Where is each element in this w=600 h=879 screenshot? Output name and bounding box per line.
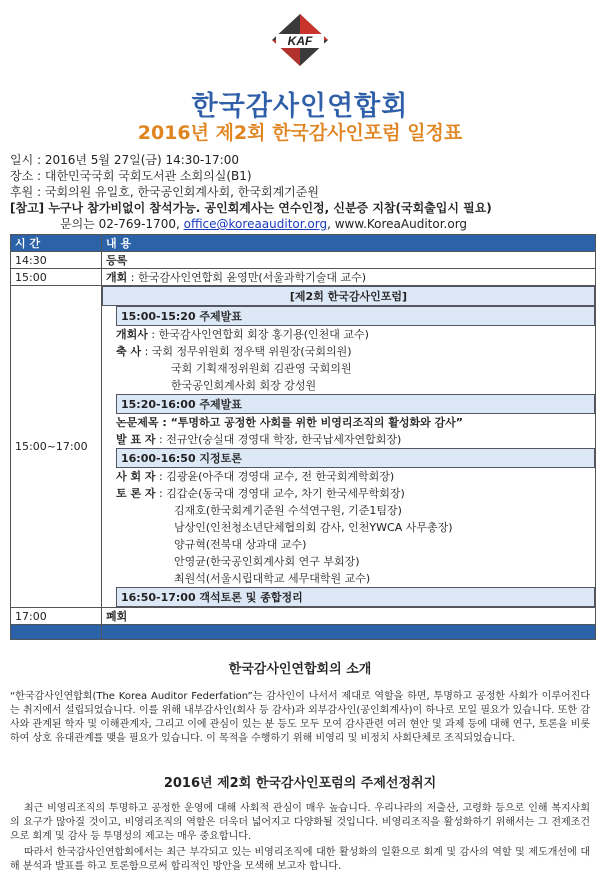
theme-paragraph-2: 따라서 한국감사인연합회에서는 최근 부각되고 있는 비영리조직에 대한 활성화의 일환으로 회계 및 감사의 역할 및 제도개선에 대해 분석과 발표를 하고 토론함으로써 합리적인 방안을 모색해 보고자 합니다. bbox=[10, 847, 590, 872]
footer-cell bbox=[102, 625, 596, 640]
session-line: 최원석(서울시립대학교 세무대학원 교수) bbox=[174, 572, 371, 585]
session-band: 15:00-15:20 주제발표 bbox=[116, 306, 595, 326]
session-line: 남상인(인천청소년단체협의회 감사, 인천YWCA 사무총장) bbox=[174, 521, 453, 534]
session-line bbox=[116, 431, 595, 448]
forum-band: [제2회 한국감사인포럼] bbox=[102, 286, 595, 306]
intro-body: “한국감사인연합회(The Korea Auditor Federfation”는 감사인이 나서서 제대로 역할을 하면, 투명하고 공정한 사회가 이루어진다는 취지에서 설립되었습니다. 이를 위해 내부감사인(회사 등 감사)과 외부감사인(공인회계사)이 하나로 모일 필요가 있습니다. 또한 감사와 관계된 학자 및 이해관계자, 그리고 이에 관심이 있는 분 등도 모두 모여 감사관련 여러 현안 및 과제 등에 대해 연구, 토론을 비롯하여 상호 유대관계를 맺을 필요가 있습니다. 이 목적을 수행하기 위해 비영리 및 비정치 사회단체로 조직되었습니다. bbox=[10, 691, 590, 744]
line-label: 축 사 bbox=[116, 345, 142, 358]
session-band: 16:50-17:00 객석토론 및 종합정리 bbox=[116, 587, 595, 607]
row-time: 15:00 bbox=[11, 269, 102, 286]
org-name: 한국감사인연합회 bbox=[191, 91, 409, 122]
session-line: 김재호(한국회계기준원 수석연구원, 기준1팀장) bbox=[174, 504, 402, 517]
contact-phone: 문의는 02-769-1700, bbox=[60, 217, 180, 231]
line-label: 사 회 자 bbox=[116, 470, 156, 483]
paper-title: : “투명하고 공정한 사회를 위한 비영리조직의 활성화와 감사” bbox=[158, 416, 464, 429]
line-text: : 전규안(숭실대 경영대 학장, 한국납세자연합회장) bbox=[155, 433, 402, 446]
schedule-header-row bbox=[11, 235, 596, 252]
session-line bbox=[116, 414, 595, 431]
session-band: 15:20-16:00 주제발표 bbox=[116, 394, 595, 414]
schedule-table bbox=[10, 234, 596, 640]
session-line bbox=[116, 326, 595, 343]
theme-title: 2016년 제2회 한국감사인포럼의 주제선정취지 bbox=[163, 776, 437, 791]
session-line: 양규혁(전북대 상과대 교수) bbox=[174, 538, 307, 551]
forum-program bbox=[102, 286, 596, 608]
row-time: 14:30 bbox=[11, 252, 102, 269]
session-line: 한국공인회계사회 회장 강성원 bbox=[171, 379, 317, 392]
col-content-header: 내 용 bbox=[102, 235, 596, 252]
table-footer-bar bbox=[11, 625, 596, 640]
line-label: 논문제목 bbox=[116, 416, 159, 429]
table-row bbox=[11, 286, 596, 608]
row-time: 15:00~17:00 bbox=[11, 286, 102, 608]
event-date: 일시 : 2016년 5월 27일(금) 14:30-17:00 bbox=[10, 153, 239, 167]
intro-title: 한국감사인연합회의 소개 bbox=[228, 662, 372, 677]
row-content bbox=[102, 269, 596, 286]
line-text: : 국회 정무위원회 정우택 위원장(국회의원) bbox=[141, 345, 352, 358]
line-label: 토 론 자 bbox=[116, 487, 156, 500]
col-time-header: 시 간 bbox=[11, 235, 102, 252]
line-text: : 한국감사인연합회 회장 홍기용(인천대 교수) bbox=[147, 328, 369, 341]
session-line: 국회 기획재정위원회 김관영 국회의원 bbox=[171, 362, 352, 375]
kaf-logo bbox=[270, 12, 330, 68]
row-time: 17:00 bbox=[11, 608, 102, 625]
session-line: 안영균(한국공인회계사회 연구 부회장) bbox=[174, 555, 360, 568]
line-label: 개회사 bbox=[116, 328, 148, 341]
table-row bbox=[11, 252, 596, 269]
theme-paragraph-1: 최근 비영리조직의 투명하고 공정한 운영에 대해 사회적 관심이 매우 높습니다. 우리나라의 저출산, 고령화 등으로 인해 복지사회의 요구가 많아질 것이고, 비영리조직의 역할은 더욱더 넓어지고 다양화될 것입니다. 비영리조직을 활성화하기 위해서는 그 전제조건으로 회계 및 감사 등 투명성의 제고는 매우 중요합니다. bbox=[10, 803, 590, 842]
event-sponsor: 후원 : 국회의원 유일호, 한국공인회계사회, 한국회계기준원 bbox=[10, 185, 319, 199]
event-place: 장소 : 대한민국국회 국회도서관 소회의실(B1) bbox=[10, 169, 252, 183]
row-content: 폐회 bbox=[102, 608, 596, 625]
session-band: 16:00-16:50 지정토론 bbox=[116, 448, 595, 468]
forum-sessions bbox=[102, 306, 595, 607]
logo-text: KAF bbox=[287, 34, 313, 48]
session-line bbox=[116, 485, 595, 502]
opening-text: : 한국감사인연합회 윤영만(서울과학기술대 교수) bbox=[127, 271, 367, 284]
footer-cell bbox=[11, 625, 102, 640]
table-row bbox=[11, 269, 596, 286]
page-title: 2016년 제2회 한국감사인포럼 일정표 bbox=[137, 122, 463, 144]
line-text: : 김갑순(동국대 경영대 교수, 차기 한국세무학회장) bbox=[155, 487, 405, 500]
line-text: : 김광윤(아주대 경영대 교수, 전 한국회계학회장) bbox=[155, 470, 395, 483]
contact-website: , www.KoreaAuditor.org bbox=[327, 217, 468, 231]
row-content: 등록 bbox=[102, 252, 596, 269]
session-line bbox=[116, 343, 595, 360]
opening-label: 개회 bbox=[106, 271, 128, 284]
table-row bbox=[11, 608, 596, 625]
session-line bbox=[116, 468, 595, 485]
event-contact bbox=[10, 216, 595, 232]
event-note: [참고] 누구나 참가비없이 참석가능. 공인회계사는 연수인정, 신분증 지참(국회출입시 필요) bbox=[10, 201, 492, 215]
contact-email-link[interactable]: office@koreaauditor.org bbox=[183, 217, 328, 231]
event-info bbox=[10, 152, 595, 232]
line-label: 발 표 자 bbox=[116, 433, 156, 446]
